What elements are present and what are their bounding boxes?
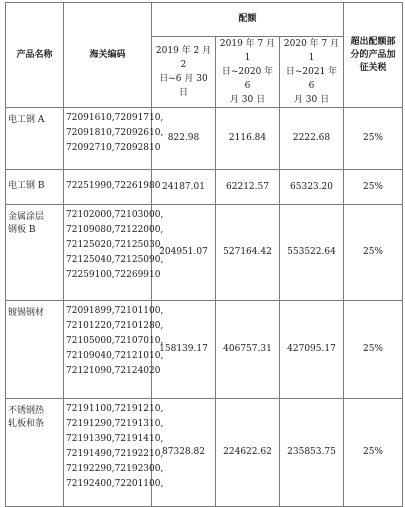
product-name-cell: 电工钢 B bbox=[6, 170, 64, 205]
header-period-3: 2020 年 7 月 1 日~2021 年 6 月 30 日 bbox=[280, 37, 344, 108]
quota-period-3-cell: 2222.68 bbox=[280, 108, 344, 170]
quota-table bbox=[5, 2, 403, 507]
tariff-cell: 25% bbox=[344, 205, 403, 301]
header-product-name: 产品名称 bbox=[6, 3, 64, 108]
hs-code-cell: 72251990,72261980 bbox=[64, 170, 152, 205]
quota-period-3-cell: 553522.64 bbox=[280, 205, 344, 301]
quota-period-2-cell: 406757.31 bbox=[216, 301, 280, 399]
tariff-cell: 25% bbox=[344, 170, 403, 205]
header-hs-code: 海关编码 bbox=[64, 3, 152, 108]
tariff-cell: 25% bbox=[344, 301, 403, 399]
header-period-1: 2019 年 2 月 2 日~6 月 30 日 bbox=[152, 37, 216, 108]
table-row bbox=[6, 170, 403, 205]
quota-period-1-cell: 204951.07 bbox=[152, 205, 216, 301]
quota-period-3-cell: 235853.75 bbox=[280, 399, 344, 507]
quota-period-2-cell: 2116.84 bbox=[216, 108, 280, 170]
hs-code-cell: 72091899,72101100, 72101220,72101280, 72105000,72107010, 72109040,72121010, 72121090,72124020 bbox=[64, 301, 152, 399]
quota-period-3-cell: 65323.20 bbox=[280, 170, 344, 205]
product-name-cell: 不锈钢热 轧板和条 bbox=[6, 399, 64, 507]
product-name-cell: 金属涂层 钢板 B bbox=[6, 205, 64, 301]
tariff-cell: 25% bbox=[344, 399, 403, 507]
header-over-quota-tariff: 超出配额部 分的产品加 征关税 bbox=[344, 3, 403, 108]
header-quota: 配额 bbox=[152, 3, 344, 37]
table-row bbox=[6, 108, 403, 170]
table-row bbox=[6, 205, 403, 301]
product-name-cell: 镀锡钢材 bbox=[6, 301, 64, 399]
quota-period-2-cell: 62212.57 bbox=[216, 170, 280, 205]
quota-period-2-cell: 224622.62 bbox=[216, 399, 280, 507]
quota-period-1-cell: 822.98 bbox=[152, 108, 216, 170]
quota-period-1-cell: 158139.17 bbox=[152, 301, 216, 399]
tariff-cell: 25% bbox=[344, 108, 403, 170]
quota-period-3-cell: 427095.17 bbox=[280, 301, 344, 399]
product-name-cell: 电工钢 A bbox=[6, 108, 64, 170]
table-row bbox=[6, 399, 403, 507]
quota-period-1-cell: 24187.01 bbox=[152, 170, 216, 205]
hs-code-cell: 72091610,72091710, 72091810,72092610, 72092710,72092810 bbox=[64, 108, 152, 170]
quota-period-1-cell: 87328.82 bbox=[152, 399, 216, 507]
quota-period-2-cell: 527164.42 bbox=[216, 205, 280, 301]
hs-code-cell: 72102000,72103000, 72109080,72122000, 72125020,72125030, 72125040,72125090, 72259100,72269910 bbox=[64, 205, 152, 301]
hs-code-cell: 72191100,72191210, 72191290,72191310, 72191390,72191410, 72191490,72192210, 72192290,72192300, 72192400,72201100, bbox=[64, 399, 152, 507]
header-period-2: 2019 年 7 月 1 日~2020 年 6 月 30 日 bbox=[216, 37, 280, 108]
table-row bbox=[6, 301, 403, 399]
